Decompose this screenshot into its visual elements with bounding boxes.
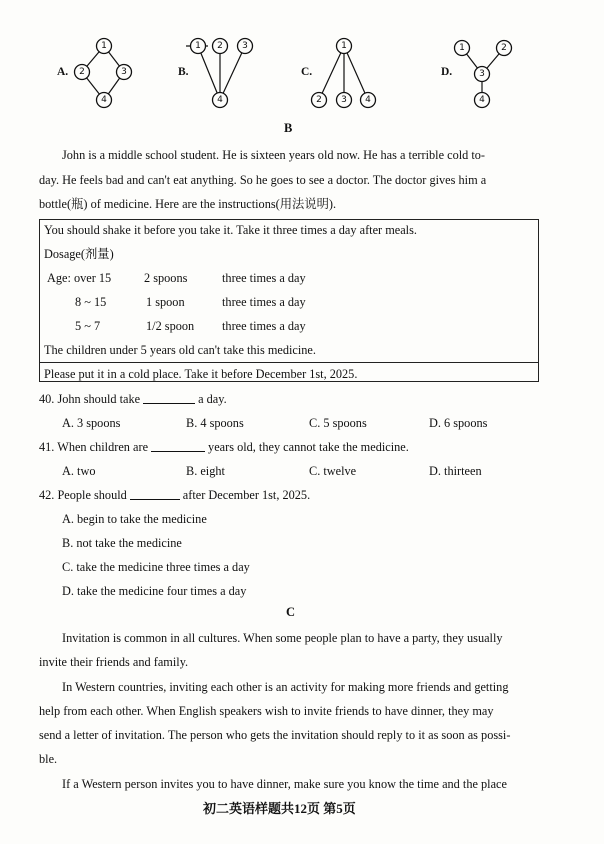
svg-text:2: 2: [316, 95, 322, 105]
svg-text:3: 3: [242, 41, 248, 51]
q40-option-d: D. 6 spoons: [429, 416, 488, 430]
structure-diagrams: [0, 0, 604, 120]
section-b-intro-line: John is a middle school student. He is sixteen years old now. He has a terrible cold to-: [62, 148, 486, 162]
storage-note: Please put it in a cold place. Take it before December 1st, 2025.: [44, 367, 358, 381]
page-footer: 初二英语样题共12页 第5页: [203, 801, 356, 816]
diagram-c: [312, 39, 376, 108]
svg-text:3: 3: [121, 67, 127, 77]
svg-text:4: 4: [101, 95, 107, 105]
svg-text:4: 4: [217, 95, 223, 105]
section-c-line: If a Western person invites you to have dinner, make sure you know the time and the place: [62, 777, 507, 791]
dosage-amount: 1 spoon: [146, 295, 185, 309]
q40-option-c: C. 5 spoons: [309, 416, 367, 430]
q40-option-a: A. 3 spoons: [62, 416, 121, 430]
svg-text:1: 1: [101, 41, 107, 51]
dosage-age: Age: over 15: [47, 271, 112, 285]
question-41-stem: 41. When children are years old, they cannot take the medicine.: [39, 440, 409, 454]
dosage-frequency: three times a day: [222, 295, 306, 309]
option-a-letter: A.: [57, 66, 69, 78]
q41-option-a: A. two: [62, 464, 96, 478]
svg-text:2: 2: [501, 43, 507, 53]
section-c-line: ble.: [39, 752, 58, 766]
option-d-letter: D.: [441, 66, 453, 78]
section-b-intro-line: day. He feels bad and can't eat anything. So he goes to see a doctor. The doctor gives him a: [39, 173, 487, 187]
svg-text:2: 2: [79, 67, 85, 77]
q41-option-d: D. thirteen: [429, 464, 482, 478]
dosage-frequency: three times a day: [222, 319, 306, 333]
q42-option-d: D. take the medicine four times a day: [62, 584, 247, 598]
svg-text:2: 2: [217, 41, 223, 51]
q40-option-b: B. 4 spoons: [186, 416, 244, 430]
q42-option-b: B. not take the medicine: [62, 536, 182, 550]
section-b-intro-line: bottle(瓶) of medicine. Here are the instructions(用法说明).: [39, 197, 337, 211]
diagram-a: [75, 39, 132, 108]
section-c-line: send a letter of invitation. The person who gets the invitation should reply to it as soon as possi-: [39, 728, 511, 742]
dosage-amount: 1/2 spoon: [146, 319, 195, 333]
svg-text:1: 1: [459, 43, 465, 53]
children-note: The children under 5 years old can't take this medicine.: [44, 343, 316, 357]
svg-text:4: 4: [479, 95, 485, 105]
box-line: You should shake it before you take it. Take it three times a day after meals.: [44, 223, 417, 237]
question-42-stem: 42. People should after December 1st, 2025.: [39, 488, 311, 502]
q41-option-c: C. twelve: [309, 464, 357, 478]
q42-option-c: C. take the medicine three times a day: [62, 560, 250, 574]
q42-option-a: A. begin to take the medicine: [62, 512, 207, 526]
svg-text:3: 3: [341, 95, 347, 105]
section-b-title: B: [284, 121, 293, 135]
diagram-d: [455, 41, 512, 108]
option-b-letter: B.: [178, 66, 189, 78]
option-c-letter: C.: [301, 66, 313, 78]
dosage-label: Dosage(剂量): [44, 247, 114, 261]
section-c-title: C: [286, 605, 296, 619]
svg-text:3: 3: [479, 69, 485, 79]
dosage-amount: 2 spoons: [144, 271, 188, 285]
dosage-age: 5 ~ 7: [75, 319, 101, 333]
q41-option-b: B. eight: [186, 464, 225, 478]
dosage-frequency: three times a day: [222, 271, 306, 285]
section-c-line: invite their friends and family.: [39, 655, 189, 669]
diagram-b: [186, 39, 253, 108]
section-c-line: help from each other. When English speakers wish to invite friends to have dinner, they may: [39, 704, 494, 718]
section-c-line: In Western countries, inviting each other is an activity for making more friends and getting: [62, 680, 509, 694]
svg-text:1: 1: [195, 41, 201, 51]
question-40-stem: 40. John should take a day.: [39, 392, 227, 406]
dosage-age: 8 ~ 15: [75, 295, 107, 309]
box-divider: [40, 362, 538, 363]
svg-text:1: 1: [341, 41, 347, 51]
section-c-line: Invitation is common in all cultures. When some people plan to have a party, they usually: [62, 631, 503, 645]
svg-text:4: 4: [365, 95, 371, 105]
